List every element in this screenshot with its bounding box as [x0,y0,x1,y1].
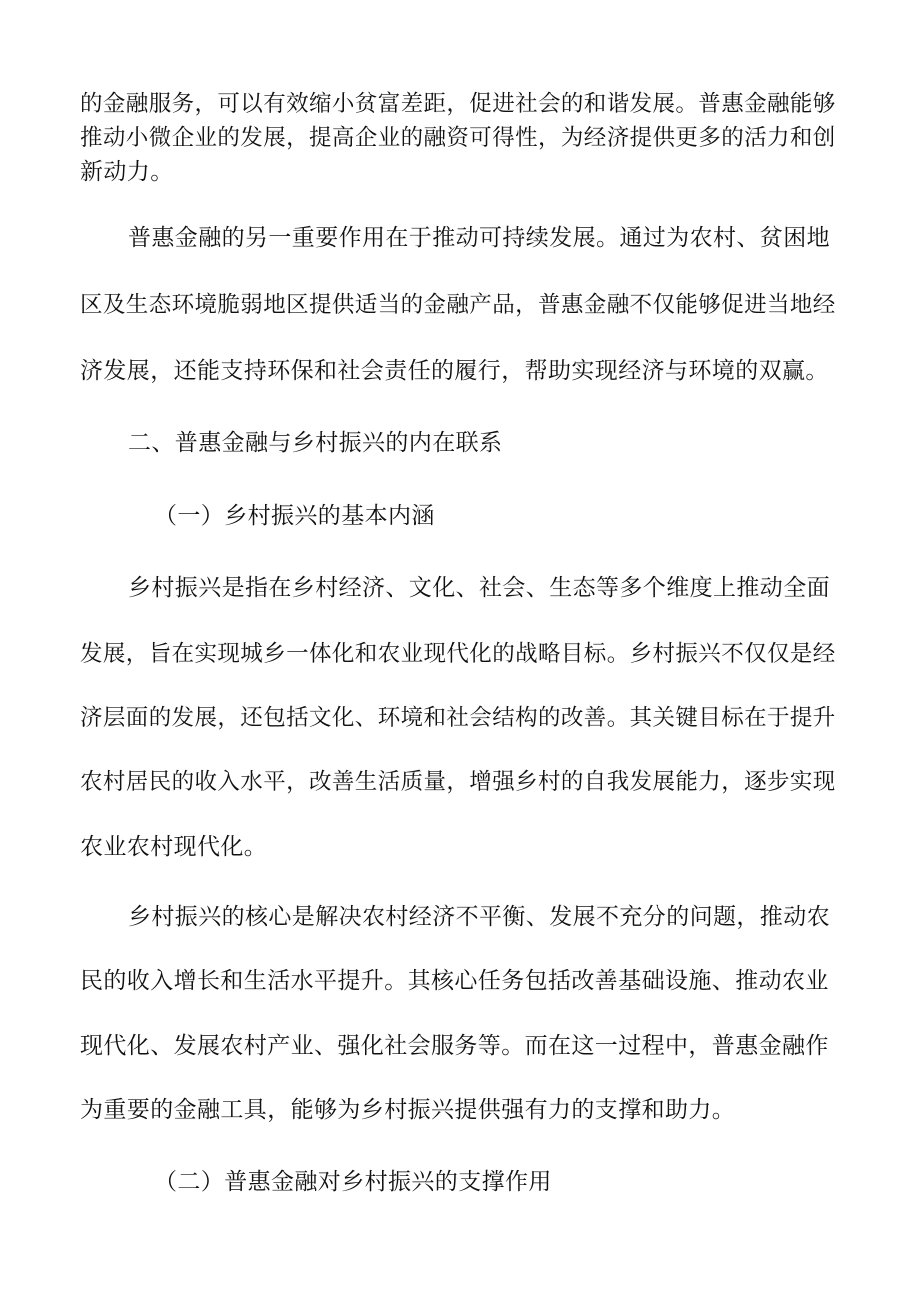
paragraph-line: 农村居民的收入水平，改善生活质量，增强乡村的自我发展能力，逐步实现 [80,769,836,795]
paragraph-line: 济层面的发展，还包括文化、环境和社会结构的改善。其关键目标在于提升 [80,705,836,731]
paragraph-line: 为重要的金融工具，能够为乡村振兴提供强有力的支撑和助力。 [80,1097,736,1123]
paragraph-line: 乡村振兴的核心是解决农村经济不平衡、发展不充分的问题，推动农 [128,904,830,930]
subheading: （一）乡村振兴的基本内涵 [154,503,435,529]
paragraph-line: 乡村振兴是指在乡村经济、文化、社会、生态等多个维度上推动全面 [128,575,830,601]
paragraph-line: 现代化、发展农村产业、强化社会服务等。而在这一过程中，普惠金融作 [80,1033,829,1059]
paragraph-line: 区及生态环境脆弱地区提供适当的金融产品，普惠金融不仅能够促进当地经 [80,292,836,318]
section-heading: 二、普惠金融与乡村振兴的内在联系 [128,430,503,456]
paragraph-line: 的金融服务，可以有效缩小贫富差距，促进社会的和谐发展。普惠金融能够 [80,91,836,117]
paragraph-line: 普惠金融的另一重要作用在于推动可持续发展。通过为农村、贫困地 [128,225,830,251]
paragraph-line: 新动力。 [80,159,174,185]
subheading: （二）普惠金融对乡村振兴的支撑作用 [154,1169,552,1195]
paragraph-line: 济发展，还能支持环保和社会责任的履行，帮助实现经济与环境的双赢。 [80,358,829,384]
paragraph-line: 民的收入增长和生活水平提升。其核心任务包括改善基础设施、推动农业 [80,968,829,994]
paragraph-line: 推动小微企业的发展，提高企业的融资可得性，为经济提供更多的活力和创 [80,125,836,151]
paragraph-line: 发展，旨在实现城乡一体化和农业现代化的战略目标。乡村振兴不仅仅是经 [80,641,836,667]
paragraph-line: 农业农村现代化。 [80,834,268,860]
